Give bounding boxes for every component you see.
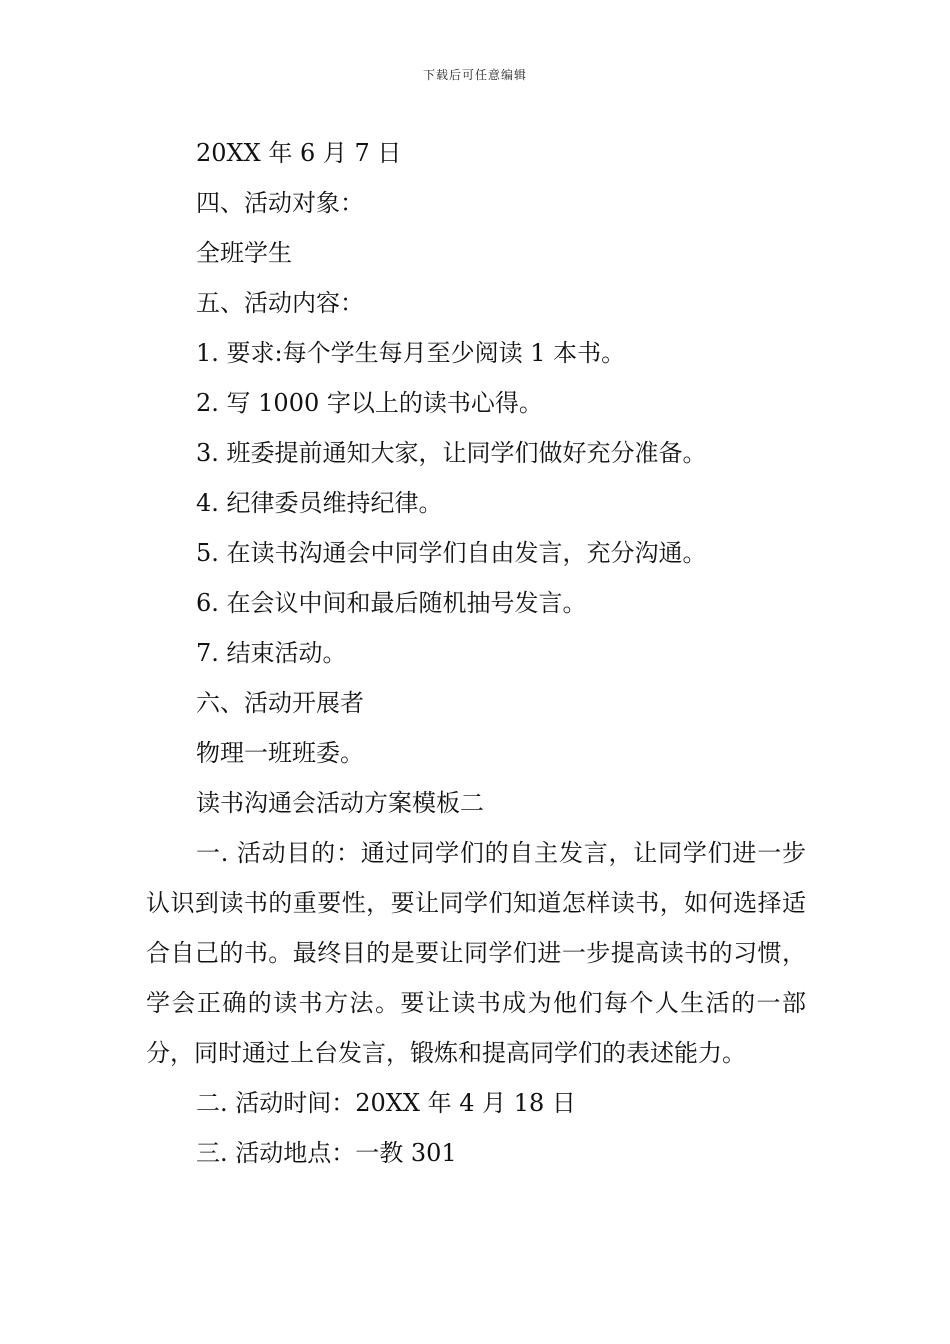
section-heading-organizer: 六、活动开展者: [196, 689, 364, 717]
document-body: [146, 128, 806, 1178]
activity-location-line: 三. 活动地点：一教 301: [196, 1139, 457, 1167]
list-item: 2. 写 1000 字以上的读书心得。: [196, 389, 543, 417]
section-heading-target: 四、活动对象：: [196, 189, 364, 217]
section-heading-content: 五、活动内容：: [196, 289, 364, 317]
list-item: 5. 在读书沟通会中同学们自由发言，充分沟通。: [196, 539, 707, 567]
activity-time-line: 二. 活动时间：20XX 年 4 月 18 日: [196, 1089, 576, 1117]
organizer-text: 物理一班班委。: [196, 739, 364, 767]
template-title: 读书沟通会活动方案模板二: [196, 789, 484, 817]
page-header-note: 下载后可任意编辑: [422, 68, 527, 82]
list-item: 6. 在会议中间和最后随机抽号发言。: [196, 589, 587, 617]
list-item: 4. 纪律委员维持纪律。: [196, 489, 443, 517]
list-item: 3. 班委提前通知大家，让同学们做好充分准备。: [196, 439, 707, 467]
date-line: 20XX 年 6 月 7 日: [196, 139, 402, 167]
list-item: 7. 结束活动。: [196, 639, 347, 667]
list-item: 1. 要求:每个学生每月至少阅读 1 本书。: [196, 339, 626, 367]
target-text: 全班学生: [196, 239, 292, 267]
purpose-paragraph: 一. 活动目的：通过同学们的自主发言，让同学们进一步认识到读书的重要性，要让同学们知道怎样读书，如何选择适合自己的书。最终目的是要让同学们进一步提高读书的习惯，学会正确的读书方法。要让读书成为他们每个人生活的一部分，同时通过上台发言，锻炼和提高同学们的表述能力。: [146, 839, 806, 1067]
